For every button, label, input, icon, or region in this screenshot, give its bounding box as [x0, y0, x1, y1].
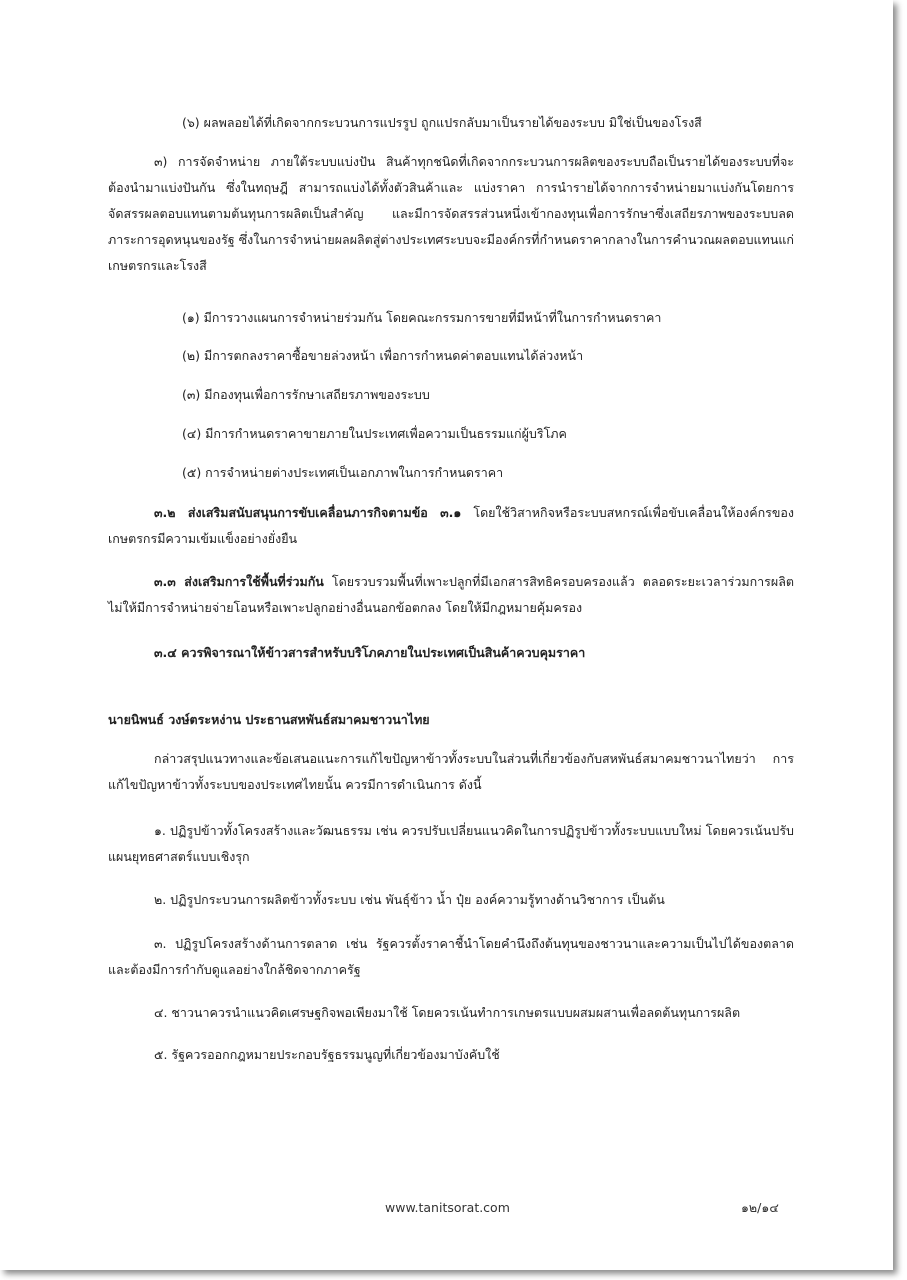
point-3: ๓. ปฏิรูปโครงสร้างด้านการตลาด เช่น รัฐควรตั้งราคาชี้นำโดยคำนึงถึงต้นทุนของชาวนาและความเป็นไปได้ของตลาด และต้องมีการกำกับดูแลอย่างใกล้ชิดจากภาครัฐ	[108, 936, 794, 977]
section-3-4: ๓.๔ ควรพิจารณาให้ข้าวสารสำหรับบริโภคภายในประเทศเป็นสินค้าควบคุมราคา	[154, 645, 586, 660]
point-5: ๕. รัฐควรออกกฎหมายประกอบรัฐธรรมนูญที่เกี่ยวข้องมาบังคับใช้	[154, 1047, 500, 1062]
point-4: ๔. ชาวนาควรนำแนวคิดเศรษฐกิจพอเพียงมาใช้ โดยควรเน้นทำการเกษตรแบบผสมผสานเพื่อลดต้นทุนการผลิต	[154, 1005, 741, 1020]
section-3-2-title: ๓.๒ ส่งเสริมสนับสนุนการขับเคลื่อนภารกิจตามข้อ ๓.๑	[154, 505, 462, 520]
speaker-heading: นายนิพนธ์ วงษ์ตระหง่าน ประธานสหพันธ์สมาคมชาวนาไทย	[108, 712, 430, 727]
section-3-2-text: โดยใช้วิสาหกิจหรือระบบสหกรณ์เพื่อขับเคลื่อนให้องค์กรของเกษตรกรมีความเข้มแข็งอย่างยั่งยืน	[108, 505, 795, 546]
speaker-intro: กล่าวสรุปแนวทางและข้อเสนอแนะการแก้ไขปัญหาข้าวทั้งระบบในส่วนที่เกี่ยวข้องกับสหพันธ์สมาคมชาวนาไทยว่า การแก้ไขปัญหาข้าวทั้งระบบของประเทศไทยนั้น ควรมีการดำเนินการ ดังนี้	[108, 751, 794, 792]
item-3-stability-fund: (๓) มีกองทุนเพื่อการรักษาเสถียรภาพของระบบ	[182, 387, 430, 402]
footer-website: www.tanitsorat.com	[385, 1200, 510, 1215]
point-1: ๑. ปฏิรูปข้าวทั้งโครงสร้างและวัฒนธรรม เช่น ควรปรับเปลี่ยนแนวคิดในการปฏิรูปข้าวทั้งระบบแบบใหม่ โดยควรเน้นปรับแผนยุทธศาสตร์แบบเชิงรุก	[108, 823, 794, 864]
item-4-domestic-price: (๔) มีการกำหนดราคาขายภายในประเทศเพื่อความเป็นธรรมแก่ผู้บริโภค	[182, 426, 567, 441]
section-3-3-text: โดยรวบรวมพื้นที่เพาะปลูกที่มีเอกสารสิทธิครอบครองแล้ว ตลอดระยะเวลาร่วมการผลิต ไม่ให้มีการจำหน่ายจ่ายโอนหรือเพาะปลูกอย่างอื่นนอกข้อตกลง โดยให้มีกฎหมายคุ้มครอง	[108, 574, 794, 615]
point-2: ๒. ปฏิรูปกระบวนการผลิตข้าวทั้งระบบ เช่น พันธุ์ข้าว น้ำ ปุ๋ย องค์ความรู้ทางด้านวิชาการ เป็นต้น	[154, 892, 665, 907]
item-5-export: (๕) การจำหน่ายต่างประเทศเป็นเอกภาพในการกำหนดราคา	[182, 465, 504, 480]
paragraph-distribution: ๓) การจัดจำหน่าย ภายใต้ระบบแบ่งปัน สินค้าทุกชนิดที่เกิดจากกระบวนการผลิตของระบบถือเป็นรายได้ของระบบที่จะต้องนำมาแบ่งปันกัน ซึ่งในทฤษฎี สามารถแบ่งได้ทั้งตัวสินค้าและ แบ่งราคา การนำรายได้จากการจำหน่ายมาแบ่งกันโดยการจัดสรรผลตอบแทนตามต้นทุนการผลิตเป็นสำคัญ และมีการจัดสรรส่วนหนึ่งเข้ากองทุนเพื่อการรักษาซึ่งเสถียรภาพของระบบลดภาระการอุดหนุนของรัฐ ซึ่งในการจำหน่ายผลผลิตสู่ต่างประเทศระบบจะมีองค์กรที่กำหนดราคากลางในการคำนวณผลตอบแทนแก่เกษตรกรและโรงสี	[108, 154, 794, 273]
footer-page-number: ๑๒/๑๔	[741, 1200, 779, 1215]
item-1-planning: (๑) มีการวางแผนการจำหน่ายร่วมกัน โดยคณะกรรมการขายที่มีหน้าที่ในการกำหนดราคา	[182, 310, 662, 325]
section-3-3	[108, 569, 794, 621]
item-6-byproducts: (๖) ผลพลอยได้ที่เกิดจากกระบวนการแปรรูป ถูกแปรกลับมาเป็นรายได้ของระบบ มิใช่เป็นของโรงสี	[182, 115, 702, 130]
section-3-2	[108, 500, 794, 552]
item-2-forward-price: (๒) มีการตกลงราคาซื้อขายล่วงหน้า เพื่อการกำหนดค่าตอบแทนได้ล่วงหน้า	[182, 348, 584, 363]
section-3-3-title: ๓.๓ ส่งเสริมการใช้พื้นที่ร่วมกัน	[154, 574, 324, 589]
